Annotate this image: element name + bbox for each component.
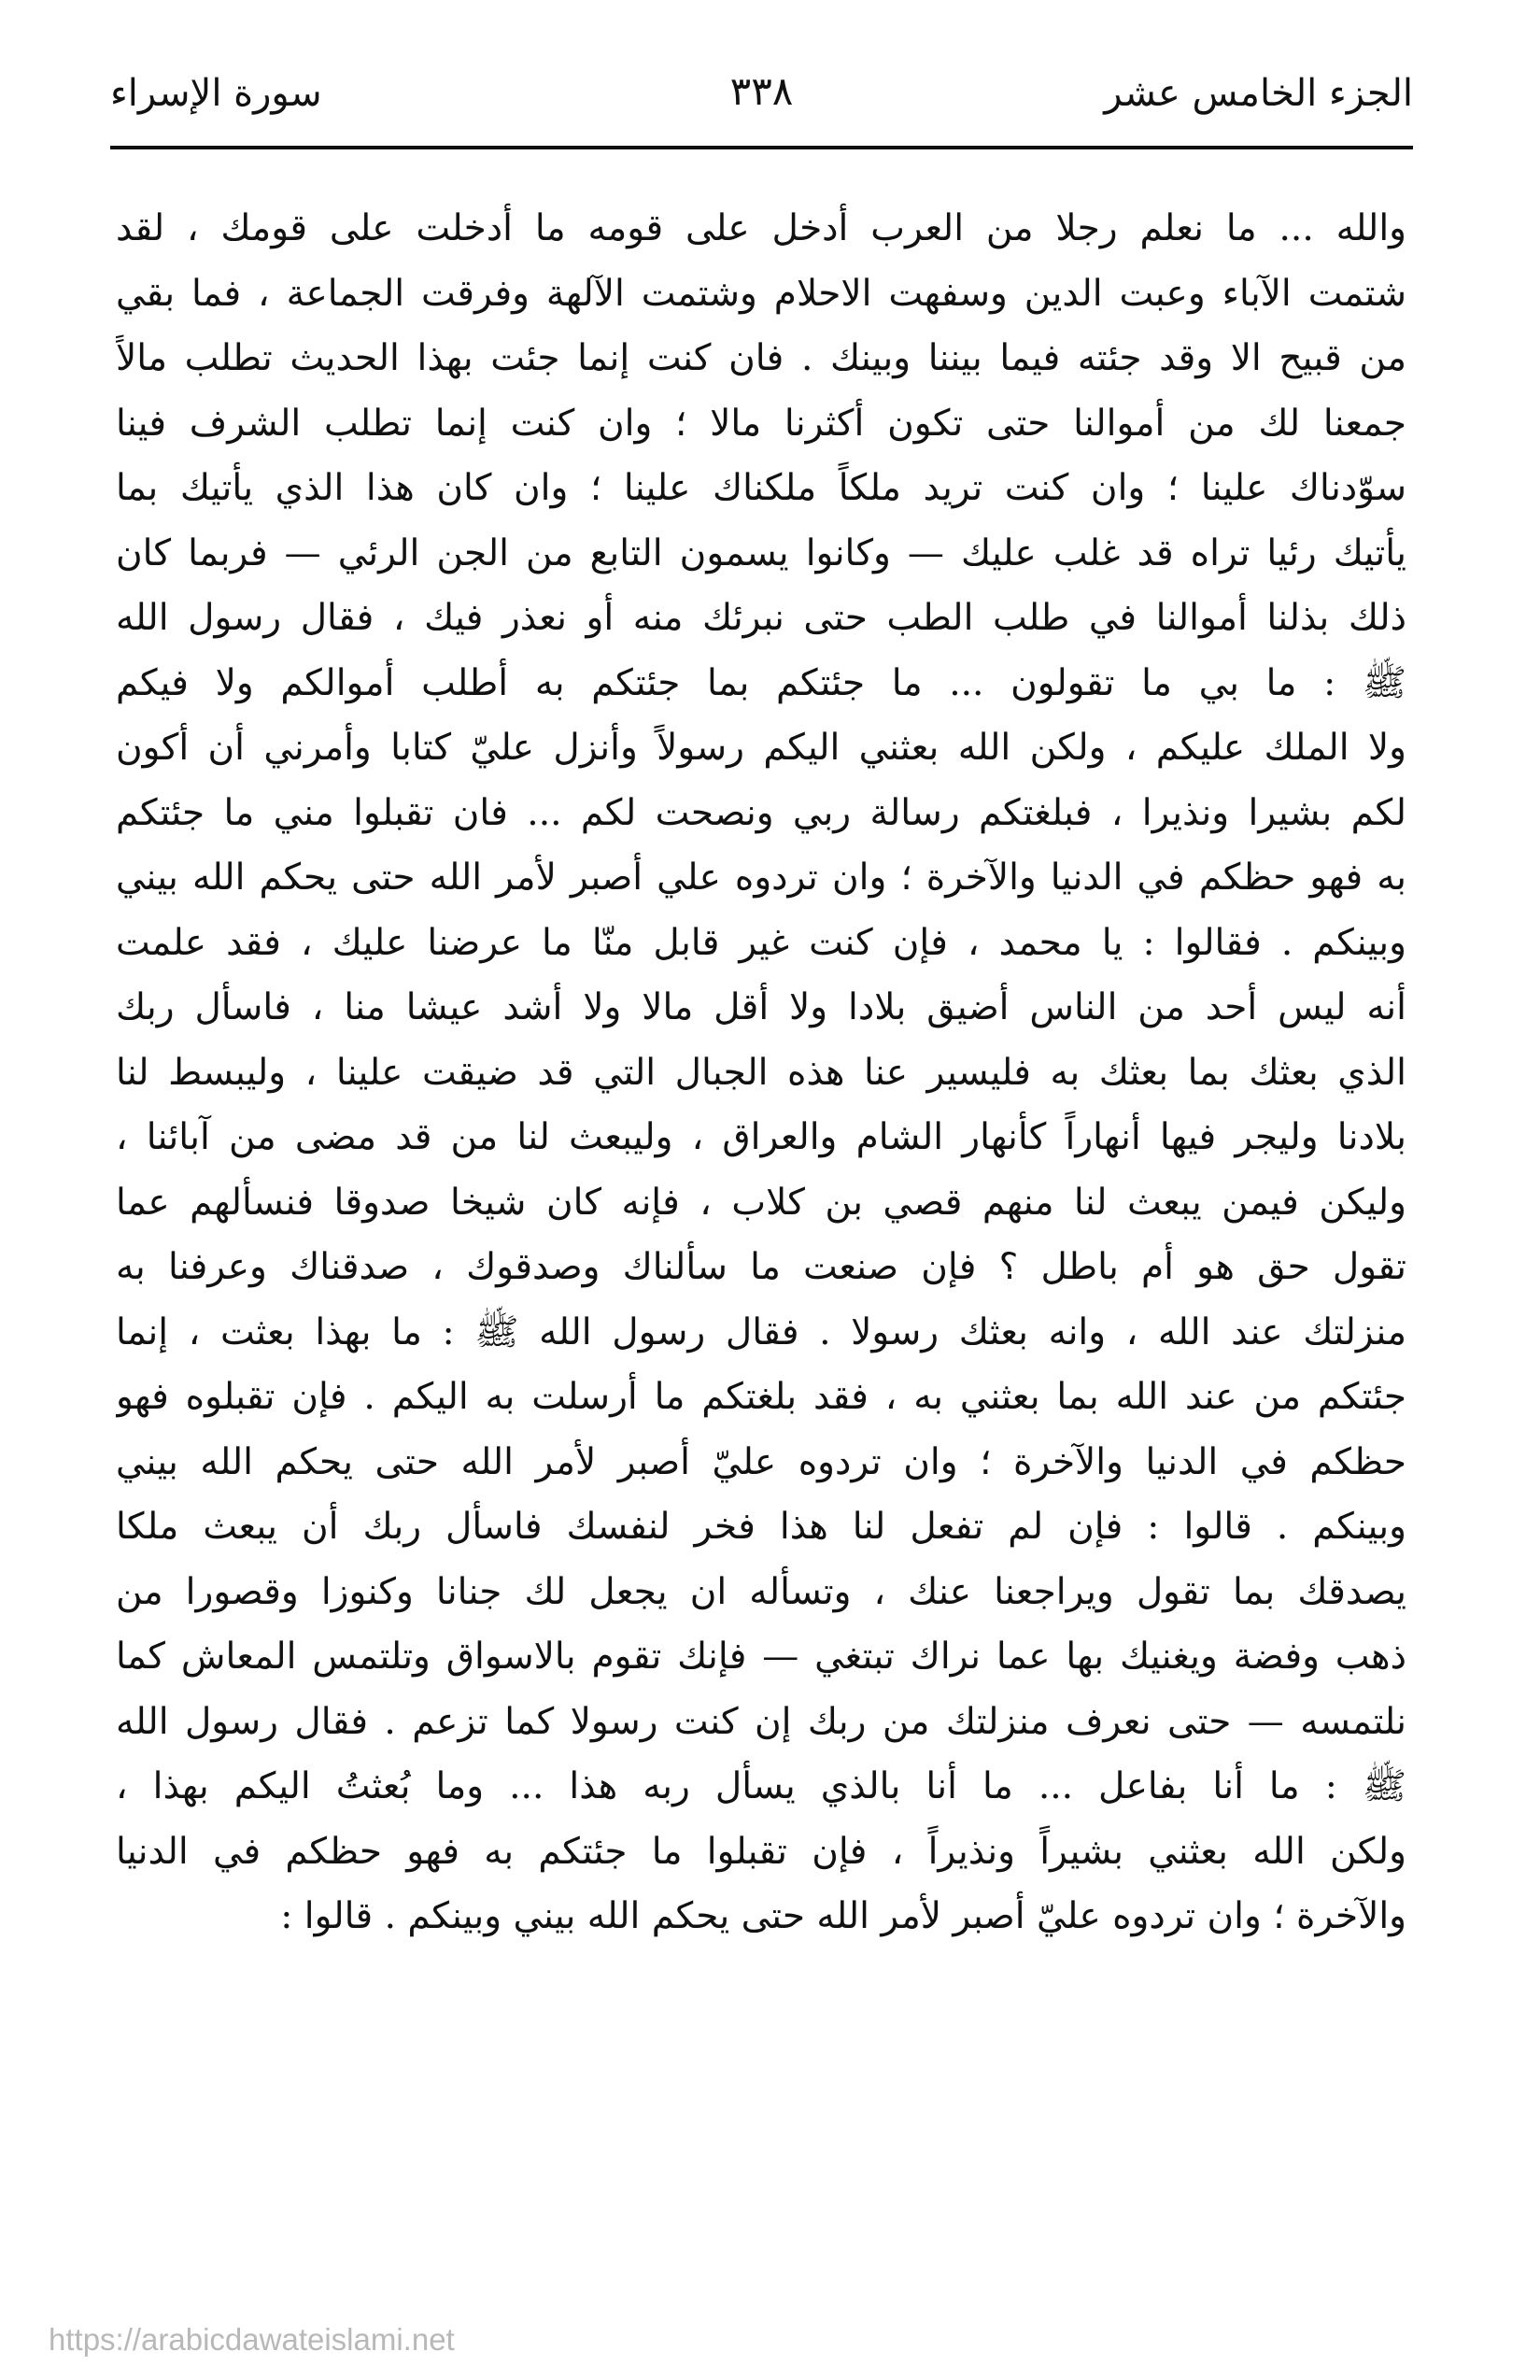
page-header — [110, 56, 1413, 140]
text-line: ذلك بذلنا أموالنا في طلب الطب حتى نبرئك منه أو نعذر فيك ، فقال رسول الله — [116, 597, 1406, 639]
text-line: أنه ليس أحد من الناس أضيق بلادا ولا أقل مالا ولا أشد عيشا منا ، فاسأل ربك — [116, 986, 1406, 1028]
text-line: حظكم في الدنيا والآخرة ؛ وان تردوه عليّ أصبر لأمر الله حتى يحكم الله بيني — [116, 1440, 1406, 1483]
text-line: شتمت الآباء وعبت الدين وسفهت الاحلام وشتمت الآلهة وفرقت الجماعة ، فما بقي — [116, 272, 1406, 315]
text-line: يأتيك رئيا تراه قد غلب عليك — وكانوا يسمون التابع من الجن الرئي — فربما كان — [116, 531, 1406, 574]
text-line: وبينكم . فقالوا : يا محمد ، فإن كنت غير قابل منّا ما عرضنا عليك ، فقد علمت — [116, 921, 1406, 964]
watermark-url: https://arabicdawateislami.net — [49, 2322, 455, 2357]
header-divider — [110, 146, 1413, 149]
surah-title: سورة الإسراء — [110, 72, 322, 115]
text-line: والله ... ما نعلم رجلا من العرب أدخل على قومه ما أدخلت على قومك ، لقد — [116, 207, 1406, 249]
text-line: جئتكم من عند الله بما بعثني به ، فقد بلغتكم ما أرسلت به اليكم . فإن تقبلوه فهو — [116, 1376, 1406, 1418]
text-line: ﷺ : ما بي ما تقولون ... ما جئتكم بما جئتكم به أطلب أموالكم ولا فيكم — [116, 661, 1406, 704]
text-line: وليكن فيمن يبعث لنا منهم قصي بن كلاب ، فإنه كان شيخا صدوقا فنسألهم عما — [116, 1181, 1406, 1224]
part-title: الجزء الخامس عشر — [1104, 72, 1413, 115]
text-line: به فهو حظكم في الدنيا والآخرة ؛ وان تردوه علي أصبر لأمر الله حتى يحكم الله بيني — [116, 857, 1406, 899]
text-line: جمعنا لك من أموالنا حتى تكون أكثرنا مالا ؛ وان كنت إنما تطلب الشرف فينا — [116, 402, 1406, 445]
text-line: ﷺ : ما أنا بفاعل ... ما أنا بالذي يسأل ربه هذا ... وما بُعثتُ اليكم بهذا ، — [116, 1765, 1406, 1807]
text-line: منزلتك عند الله ، وانه بعثك رسولا . فقال رسول الله ﷺ : ما بهذا بعثت ، إنما — [116, 1310, 1406, 1353]
page-number: ٣٣٨ — [729, 68, 794, 114]
text-line: ولا الملك عليكم ، ولكن الله بعثني اليكم رسولاً وأنزل عليّ كتابا وأمرني أن أكون — [116, 727, 1406, 769]
text-line: وبينكم . قالوا : فإن لم تفعل لنا هذا فخر لنفسك فاسأل ربك أن يبعث ملكا — [116, 1506, 1406, 1548]
text-line: ذهب وفضة ويغنيك بها عما نراك تبتغي — فإنك تقوم بالاسواق وتلتمس المعاش كما — [116, 1636, 1406, 1678]
body-text — [116, 196, 1406, 1949]
text-line: سوّدناك علينا ؛ وان كنت تريد ملكاً ملكناك علينا ؛ وان كان هذا الذي يأتيك بما — [116, 467, 1406, 509]
text-line: الذي بعثك بما بعثك به فليسير عنا هذه الجبال التي قد ضيقت علينا ، وليبسط لنا — [116, 1051, 1406, 1094]
text-line: لكم بشيرا ونذيرا ، فبلغتكم رسالة ربي ونصحت لكم ... فان تقبلوا مني ما جئتكم — [116, 791, 1406, 834]
text-line: والآخرة ؛ وان تردوه عليّ أصبر لأمر الله حتى يحكم الله بيني وبينكم . قالوا : — [280, 1895, 1406, 1937]
text-line: نلتمسه — حتى نعرف منزلتك من ربك إن كنت رسولا كما تزعم . فقال رسول الله — [116, 1700, 1406, 1743]
text-line: من قبيح الا وقد جئته فيما بيننا وبينك . فان كنت إنما جئت بهذا الحديث تطلب مالاً — [116, 337, 1406, 379]
text-line: يصدقك بما تقول ويراجعنا عنك ، وتسأله ان يجعل لك جنانا وكنوزا وقصورا من — [116, 1570, 1406, 1613]
text-line: بلادنا وليجر فيها أنهاراً كأنهار الشام والعراق ، وليبعث لنا من قد مضى من آبائنا ، — [116, 1116, 1406, 1158]
text-line: ولكن الله بعثني بشيراً ونذيراً ، فإن تقبلوا ما جئتكم به فهو حظكم في الدنيا — [116, 1830, 1406, 1873]
text-line: تقول حق هو أم باطل ؟ فإن صنعت ما سألناك وصدقوك ، صدقناك وعرفنا به — [116, 1246, 1406, 1288]
